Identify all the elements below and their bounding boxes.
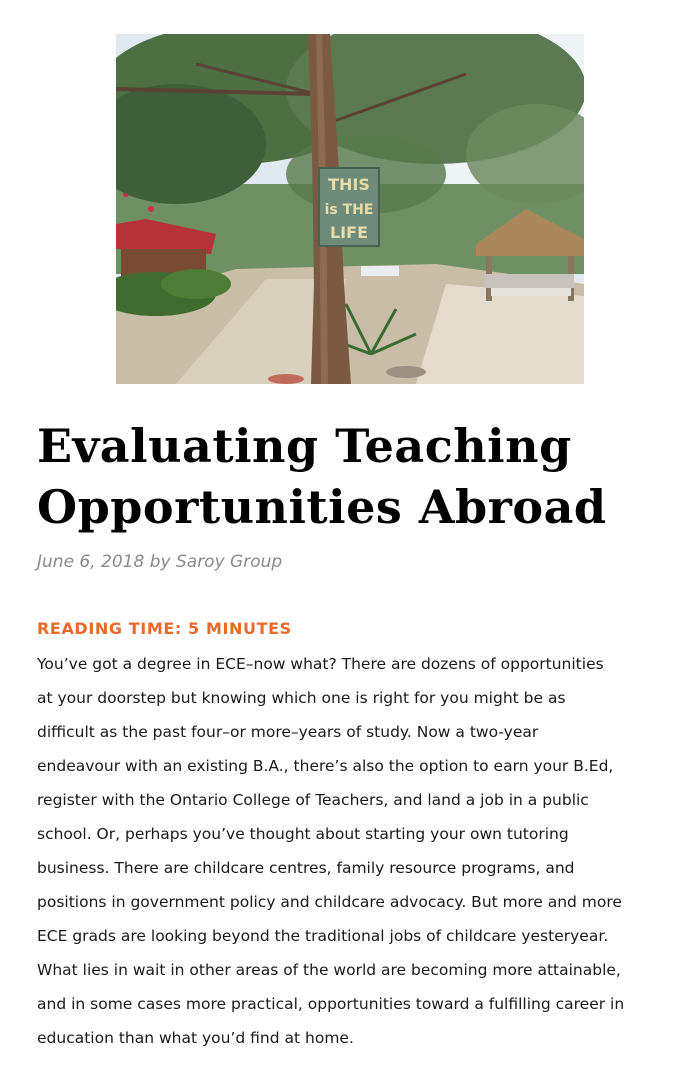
byline-separator: by — [149, 552, 171, 572]
sign-text-line-3: LIFE — [329, 223, 369, 242]
article-body — [37, 650, 667, 1058]
hero-image — [116, 34, 584, 384]
author-name: Saroy Group — [175, 552, 283, 572]
article-title-line-1: Evaluating Teaching — [37, 419, 572, 473]
sign-text-line-2: is THE — [324, 202, 374, 218]
sign-text-line-1: THIS — [328, 175, 370, 194]
body-line: ECE grads are looking beyond the traditional jobs of childcare yesteryear. — [37, 927, 609, 945]
publish-date: June 6, 2018 — [37, 552, 145, 572]
body-line: endeavour with an existing B.A., there’s also the option to earn your B.Ed, — [37, 757, 614, 775]
article-byline — [37, 552, 282, 572]
body-line: You’ve got a degree in ECE–now what? There are dozens of opportunities — [37, 655, 604, 673]
body-line: at your doorstep but knowing which one is right for you might be as — [37, 689, 566, 707]
body-line: and in some cases more practical, opportunities toward a fulfilling career in — [37, 995, 625, 1013]
reading-time-label: READING TIME: 5 MINUTES — [37, 619, 292, 638]
article-title — [37, 416, 667, 538]
body-line: positions in government policy and childcare advocacy. But more and more — [37, 893, 622, 911]
body-line: What lies in wait in other areas of the world are becoming more attainable, — [37, 961, 621, 979]
body-line: business. There are childcare centres, family resource programs, and — [37, 859, 575, 877]
body-line: difficult as the past four–or more–years of study. Now a two-year — [37, 723, 539, 741]
body-line: education than what you’d find at home. — [37, 1029, 354, 1047]
body-line: register with the Ontario College of Teachers, and land a job in a public — [37, 791, 589, 809]
article-title-line-2: Opportunities Abroad — [37, 480, 607, 534]
body-line: school. Or, perhaps you’ve thought about starting your own tutoring — [37, 825, 569, 843]
